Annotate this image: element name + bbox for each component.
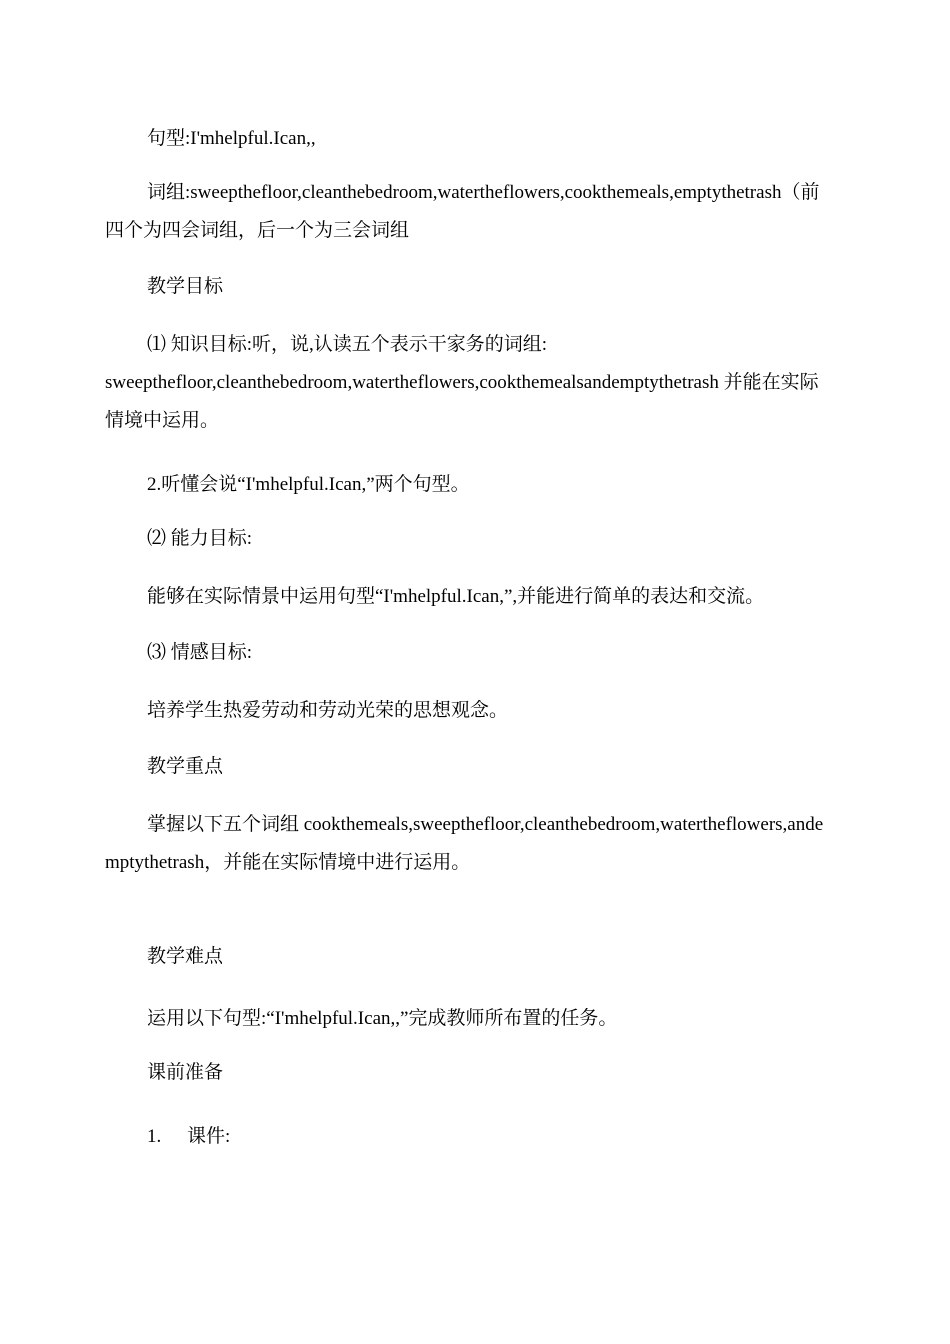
- key-points-body: 掌握以下五个词组 cookthemeals,sweepthefloor,cleanthebedroom,watertheflowers,andemptythetrash，并能在实际情境中进行运用。: [105, 814, 824, 873]
- heading-preparation: 课前准备: [147, 1062, 224, 1083]
- emotion-objective-body: 培养学生热爱劳动和劳动光荣的思想观念。: [147, 700, 509, 721]
- phrases-paragraph: 词组:sweepthefloor,cleanthebedroom,watertheflowers,cookthemeals,emptythetrash（前四个为四会词组，后一个为三会词组: [105, 182, 820, 241]
- heading-difficult-points: 教学难点: [147, 946, 224, 967]
- knowledge-objective-body: sweepthefloor,cleanthebedroom,watertheflowers,cookthemealsandemptythetrash 并能在实际情境中运用。: [105, 372, 819, 431]
- difficult-points-body: 运用以下句型:“I'mhelpful.Ican,,”完成教师所布置的任务。: [147, 1008, 618, 1029]
- preparation-item-number: 1.: [147, 1126, 162, 1147]
- heading-teaching-objectives: 教学目标: [147, 276, 224, 297]
- preparation-item-courseware: 课件:: [187, 1126, 231, 1147]
- ability-objective-heading: ⑵ 能力目标:: [147, 528, 253, 549]
- knowledge-objective-item-2: 2.听懂会说“I'mhelpful.Ican,”两个句型。: [147, 474, 470, 495]
- ability-objective-body: 能够在实际情景中运用句型“I'mhelpful.Ican,”,并能进行简单的表达和交流。: [147, 586, 765, 607]
- sentence-pattern-line: 句型:I'mhelpful.Ican,,: [147, 128, 316, 149]
- heading-key-points: 教学重点: [147, 756, 224, 777]
- emotion-objective-heading: ⑶ 情感目标:: [147, 642, 253, 663]
- knowledge-objective-heading: ⑴ 知识目标:听，说,认读五个表示干家务的词组:: [147, 334, 548, 355]
